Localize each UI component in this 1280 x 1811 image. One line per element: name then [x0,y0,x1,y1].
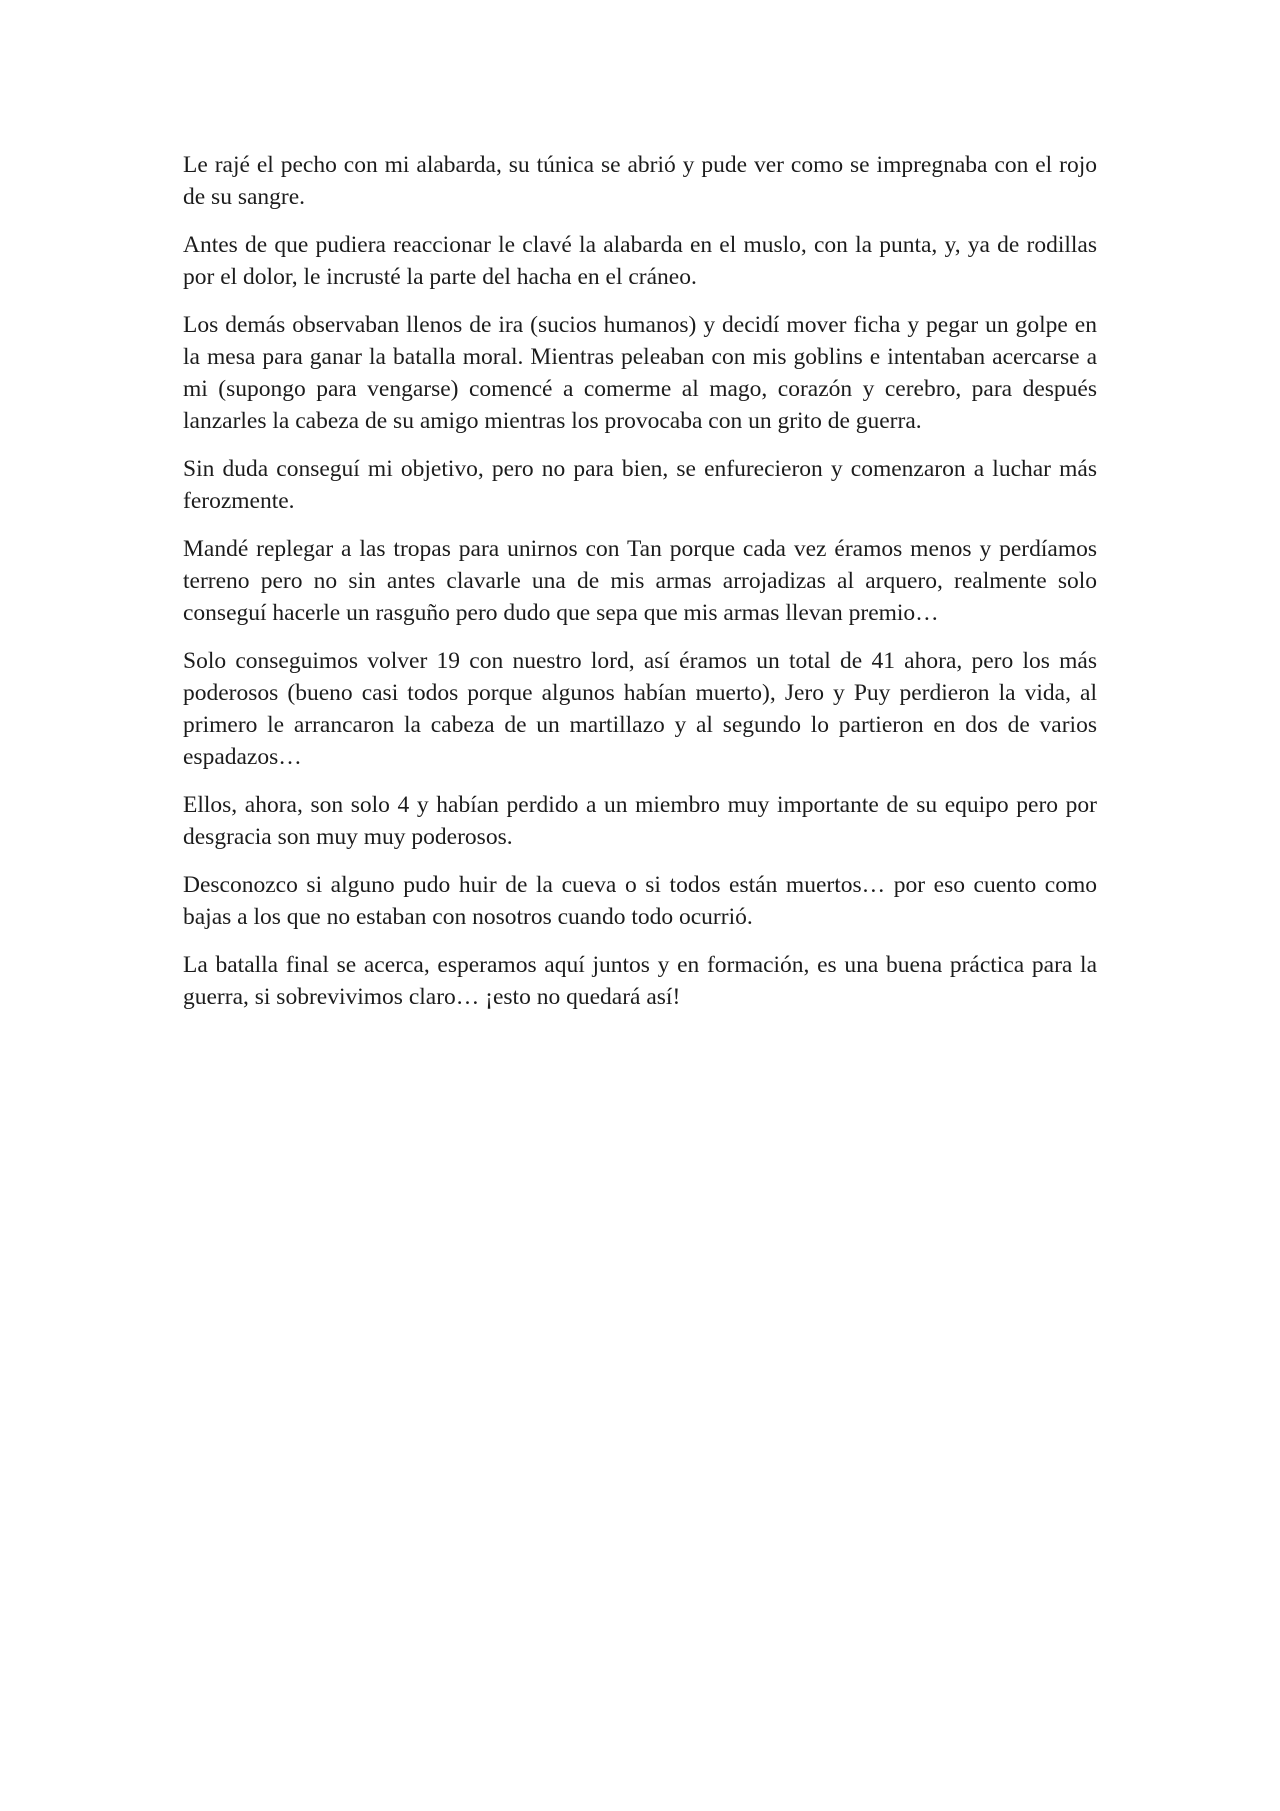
paragraph: Solo conseguimos volver 19 con nuestro lord, así éramos un total de 41 ahora, pero los más poderosos (bueno casi todos porque algunos habían muerto), Jero y Puy perdieron la vida, al primero le arrancaron la cabeza de un martillazo y al segundo lo partieron en dos de varios espadazos… [183,648,1097,770]
paragraph: Le rajé el pecho con mi alabarda, su túnica se abrió y pude ver como se impregnaba con el rojo de su sangre. [183,152,1097,210]
paragraph: La batalla final se acerca, esperamos aquí juntos y en formación, es una buena práctica para la guerra, si sobrevivimos claro… ¡esto no quedará así! [183,952,1097,1010]
document-body [183,149,1097,1029]
paragraph: Ellos, ahora, son solo 4 y habían perdido a un miembro muy importante de su equipo pero por desgracia son muy muy poderosos. [183,792,1097,850]
paragraph: Desconozco si alguno pudo huir de la cueva o si todos están muertos… por eso cuento como bajas a los que no estaban con nosotros cuando todo ocurrió. [183,872,1097,930]
paragraph: Sin duda conseguí mi objetivo, pero no para bien, se enfurecieron y comenzaron a luchar más ferozmente. [183,456,1097,514]
paragraph: Antes de que pudiera reaccionar le clavé la alabarda en el muslo, con la punta, y, ya de rodillas por el dolor, le incrusté la parte del hacha en el cráneo. [183,232,1097,290]
paragraph: Mandé replegar a las tropas para unirnos con Tan porque cada vez éramos menos y perdíamos terreno pero no sin antes clavarle una de mis armas arrojadizas al arquero, realmente solo conseguí hacerle un rasguño pero dudo que sepa que mis armas llevan premio… [183,536,1097,626]
paragraph: Los demás observaban llenos de ira (sucios humanos) y decidí mover ficha y pegar un golpe en la mesa para ganar la batalla moral. Mientras peleaban con mis goblins e intentaban acercarse a mi (supongo para vengarse) comencé a comerme al mago, corazón y cerebro, para después lanzarles la cabeza de su amigo mientras los provocaba con un grito de guerra. [183,312,1097,434]
